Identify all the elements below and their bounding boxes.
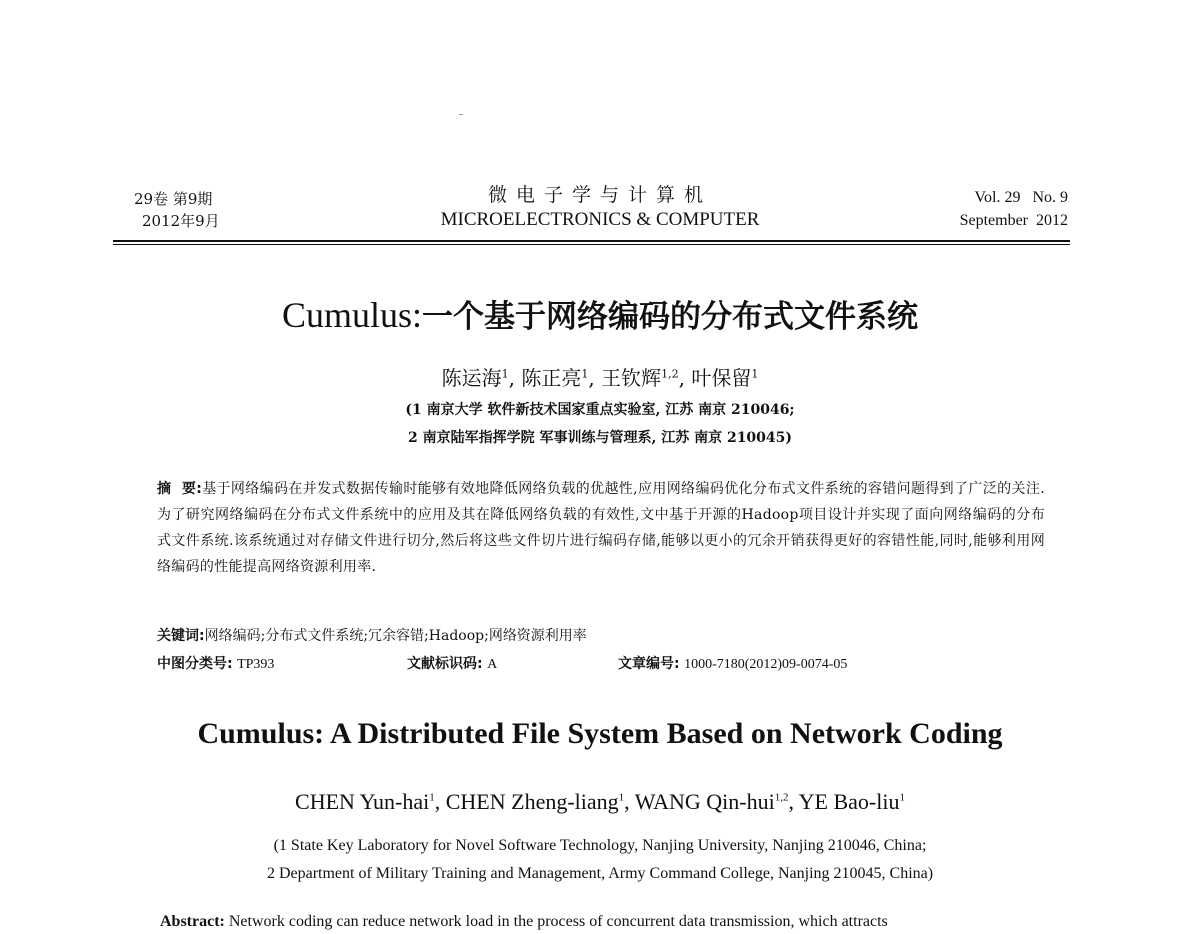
author-name-en: WANG Qin-hui (634, 789, 775, 814)
affiliation-cn-2: 2 南京陆军指挥学院 军事训练与管理系, 江苏 南京 210045) (407, 430, 793, 446)
author-sup-en: 1,2 (774, 791, 789, 804)
author-sup: 1 (751, 367, 759, 381)
header-right (960, 186, 1068, 232)
volume-en: Vol. 29 No. 9 (974, 189, 1068, 206)
author-name-en: YE Bao-liu (798, 789, 900, 814)
abstract-en-text: Network coding can reduce network load in the process of concurrent data transmission, which attracts (228, 913, 888, 930)
author-name: 陈运海 (441, 366, 502, 390)
date-en: September 2012 (959, 212, 1068, 229)
author-name: 王钦辉 (601, 366, 662, 390)
article-number (618, 652, 847, 677)
title-prefix: Cumulus: (281, 295, 423, 335)
article-value: 1000-7180(2012)09-0074-05 (684, 657, 848, 672)
volume-cn: 29卷 第9期 (134, 190, 213, 208)
abstract-cn-label: 摘 要: (157, 481, 203, 497)
authors-en: CHEN Yun-hai$^1$, CHEN Zheng-liang$^1$, WANG Qin-hui$^{1,2}$, YE Bao-liu$^1$ (295, 789, 905, 814)
clc-code (157, 652, 274, 677)
title-main-cn: 一个基于网络编码的分布式文件系统 (422, 299, 919, 335)
abstract-cn (157, 476, 1045, 580)
keywords-text: 网络编码;分布式文件系统;冗余容错;Hadoop;网络资源利用率 (204, 628, 587, 644)
author-sup: 1 (581, 367, 589, 381)
journal-name-en: MICROELECTRONICS & COMPUTER (440, 209, 760, 230)
scan-mark (459, 114, 463, 115)
classification-row (157, 652, 1057, 676)
abstract-en (160, 910, 1050, 934)
journal-name-cn: 微电子学与计算机 (487, 184, 712, 206)
author-sup: 1,2 (661, 367, 679, 381)
header-rule-thin (113, 244, 1070, 245)
affiliation-en-1: (1 State Key Laboratory for Novel Software Technology, Nanjing University, Nanjing 210046, China; (273, 837, 927, 854)
affiliation-en-2: 2 Department of Military Training and Management, Army Command College, Nanjing 210045, China) (266, 865, 934, 882)
author-name-en: CHEN Yun-hai (295, 789, 430, 814)
paper-title-cn (0, 292, 1200, 340)
article-label: 文章编号: (618, 656, 680, 672)
abstract-cn-text: 基于网络编码在并发式数据传输时能够有效地降低网络负载的优越性,应用网络编码优化分布式文件系统的容错问题得到了广泛的关注.为了研究网络编码在分布式文件系统中的应用及其在降低网络负载的有效性,文中基于开源的Hadoop项目设计并实现了面向网络编码的分布式文件系统.该系统通过对存储文件进行切分,然后将这些文件切片进行编码存储,能够以更小的冗余开销获得更好的容错性能,同时,能够利用网络编码的性能提高网络资源利用率. (157, 481, 1045, 575)
author-name: 陈正亮 (521, 366, 582, 390)
keywords (157, 624, 587, 648)
author-sup: 1 (501, 367, 509, 381)
affiliation-cn-1: (1 南京大学 软件新技术国家重点实验室, 江苏 南京 210046; (405, 402, 795, 418)
author-name-en: CHEN Zheng-liang (445, 789, 619, 814)
author-name: 叶保留 (691, 366, 752, 390)
clc-label: 中图分类号: (157, 656, 233, 672)
author-sup-en: 1 (429, 791, 435, 804)
doc-code (407, 652, 497, 677)
authors-cn: 陈运海$^1$, 陈正亮$^1$, 王钦辉$^{1,2}$, 叶保留$^1$ (441, 366, 759, 390)
date-cn: 2012年9月 (142, 212, 220, 230)
author-sup-en: 1 (618, 791, 625, 804)
author-sup-en: 1 (899, 791, 905, 804)
clc-value: TP393 (237, 657, 275, 672)
paper-title-en: Cumulus: A Distributed File System Based on Network Coding (197, 717, 1003, 750)
doc-label: 文献标识码: (407, 656, 483, 672)
header-rule-thick (113, 240, 1070, 242)
doc-value: A (487, 657, 498, 672)
keywords-label: 关键词: (157, 628, 205, 644)
abstract-en-label: Abstract: (160, 913, 225, 930)
